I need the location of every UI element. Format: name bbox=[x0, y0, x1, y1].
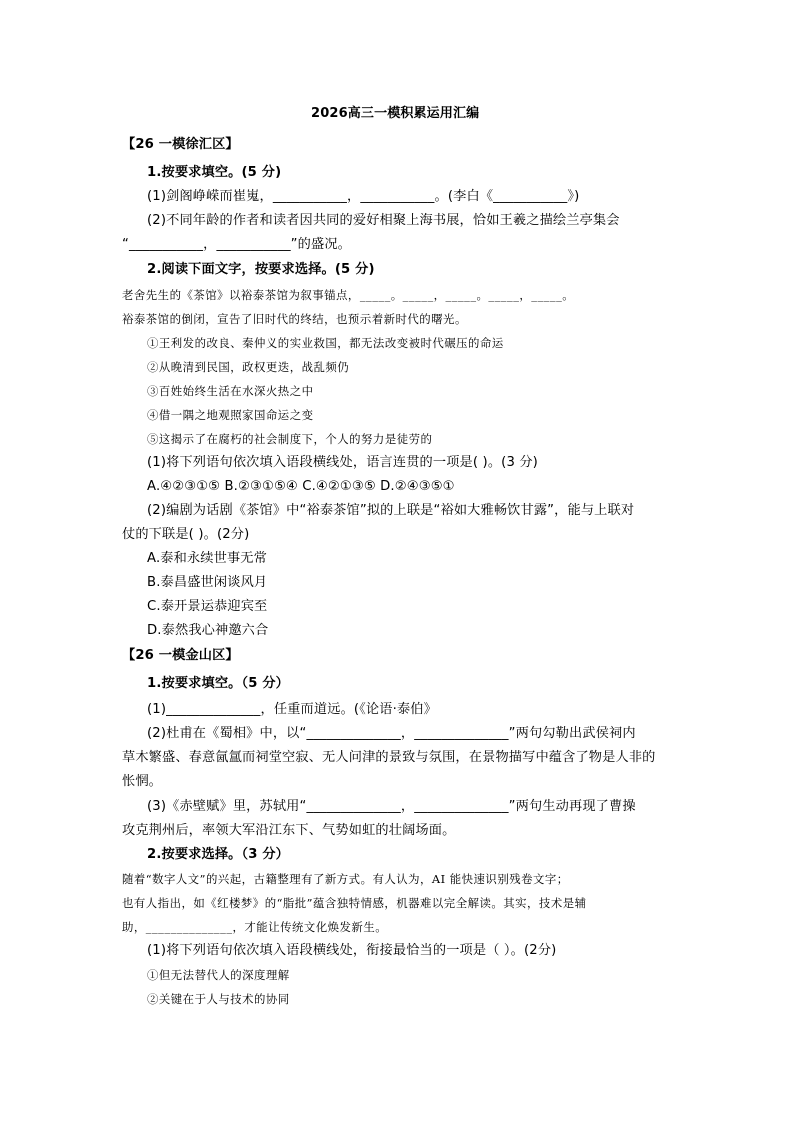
page-title: 2026高三一模积累运用汇编 bbox=[311, 106, 480, 121]
question-line: D.泰然我心神邀六合 bbox=[147, 623, 269, 638]
question-line: (2)编剧为话剧《茶馆》中“裕泰茶馆”拟的上联是“裕如大雅畅饮甘露”，能与上联对 bbox=[147, 503, 635, 518]
passage-line: 裕泰茶馆的倒闭，宣告了旧时代的终结，也预示着新时代的曙光。 bbox=[122, 312, 467, 326]
passage-line: 老舍先生的《茶馆》以裕泰茶馆为叙事锚点，_____。_____，_____。_____，_____。 bbox=[122, 288, 575, 302]
question-line: 攻克荆州后，率领大军沿江东下、气势如虹的壮阔场面。 bbox=[122, 823, 456, 838]
passage-line: 随着“数字人文”的兴起，古籍整理有了新方式。有人认为，AI 能快速识别残卷文字； bbox=[122, 872, 569, 886]
section-heading: 【26 一模徐汇区】 bbox=[122, 137, 239, 152]
passage-line: 助，______________，才能让传统文化焕发新生。 bbox=[122, 920, 388, 934]
section-heading: 2.按要求选择。（3 分） bbox=[147, 847, 289, 862]
question-line: (1)将下列语句依次填入语段横线处，衔接最恰当的一项是（ ）。(2分) bbox=[147, 943, 557, 958]
section-heading: 【26 一模金山区】 bbox=[122, 648, 239, 663]
passage-line: ①王利发的改良、秦仲义的实业救国，都无法改变被时代碾压的命运 bbox=[147, 336, 504, 350]
passage-line: ②关键在于人与技术的协同 bbox=[147, 992, 290, 1006]
question-line: “___________，___________”的盛况。 bbox=[122, 237, 352, 252]
question-line: C.泰开景运恭迎宾至 bbox=[147, 599, 268, 614]
passage-line: 也有人指出，如《红楼梦》的“脂批”蕴含独特情感，机器难以完全解读。其实，技术是辅 bbox=[122, 896, 587, 910]
question-line: 仗的下联是( )。(2分) bbox=[122, 527, 250, 542]
passage-line: ③百姓始终生活在水深火热之中 bbox=[147, 384, 314, 398]
section-heading: 1.按要求填空。（5 分） bbox=[147, 676, 289, 691]
passage-line: ⑤这揭示了在腐朽的社会制度下，个人的努力是徒劳的 bbox=[147, 432, 433, 446]
question-line: 怅惘。 bbox=[122, 774, 163, 789]
question-line: (1)______________，任重而道远。(《论语·泰伯》 bbox=[147, 702, 437, 717]
passage-line: ④借一隅之地观照家国命运之变 bbox=[147, 408, 314, 422]
question-line: A.泰和永续世事无常 bbox=[147, 551, 267, 566]
question-line: (2)不同年龄的作者和读者因共同的爱好相聚上海书展，恰如王羲之描绘兰亭集会 bbox=[147, 213, 620, 228]
question-line: 草木繁盛、春意氤氲而祠堂空寂、无人问津的景致与氛围，在景物描写中蕴含了物是人非的 bbox=[122, 750, 656, 765]
passage-line: ①但无法替代人的深度理解 bbox=[147, 968, 290, 982]
passage-line: ②从晚清到民国，政权更迭，战乱频仍 bbox=[147, 360, 350, 374]
question-line: (1)将下列语句依次填入语段横线处，语言连贯的一项是( )。(3 分) bbox=[147, 455, 538, 470]
question-line: B.泰昌盛世闲谈风月 bbox=[147, 575, 268, 590]
question-line: (2)杜甫在《蜀相》中，以“______________，______________”两句勾勒出武侯祠内 bbox=[147, 726, 636, 741]
question-line: A.④②③①⑤ B.②③①⑤④ C.④②①③⑤ D.②④③⑤① bbox=[147, 479, 455, 494]
section-heading: 1.按要求填空。(5 分) bbox=[147, 165, 282, 180]
question-line: (3)《赤壁赋》里，苏轼用“______________，______________”两句生动再现了曹操 bbox=[147, 799, 636, 814]
section-heading: 2.阅读下面文字，按要求选择。(5 分) bbox=[147, 262, 375, 277]
question-line: (1)剑阁峥嵘而崔嵬，___________，___________。(李白《___________》) bbox=[147, 189, 580, 204]
